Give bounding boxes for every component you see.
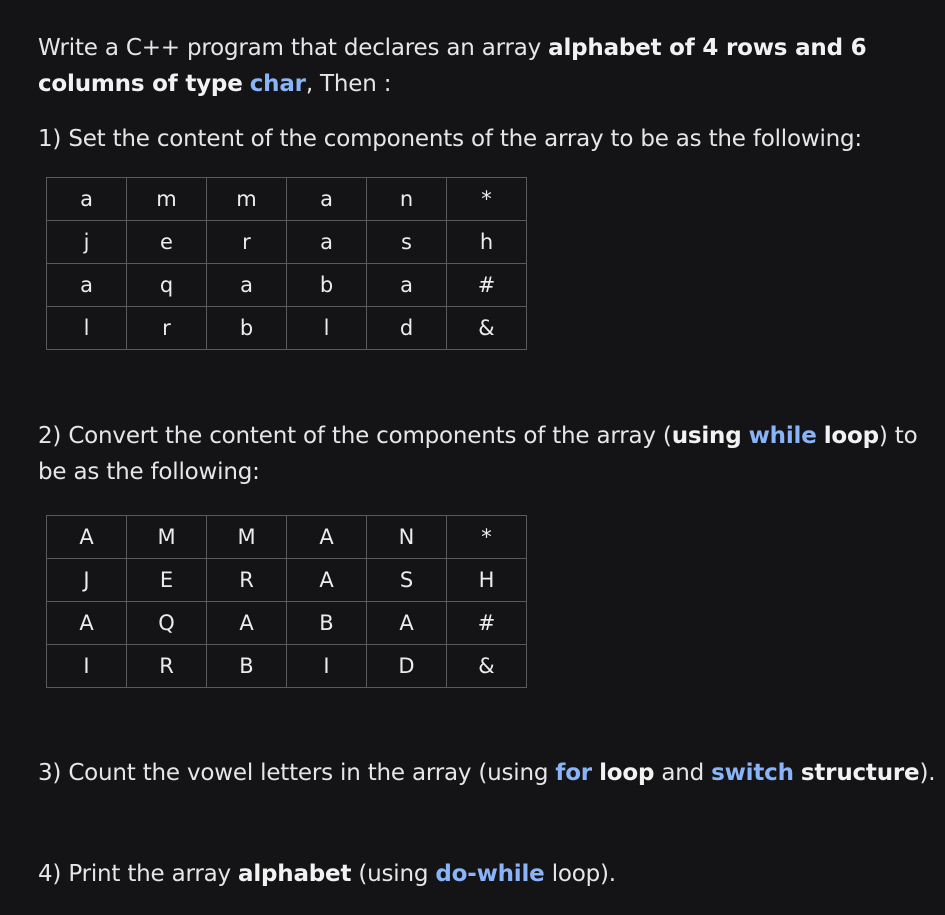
table-row — [47, 221, 527, 264]
step3-structure: structure — [800, 760, 920, 786]
step1-text: 1) Set the content of the components of the array to be as the following: — [38, 126, 862, 152]
table-cell: m — [207, 178, 287, 221]
table-cell: l — [47, 307, 127, 350]
table-cell: a — [367, 264, 447, 307]
table-cell: d — [367, 307, 447, 350]
intro-text-2: , Then : — [305, 71, 392, 97]
table-cell: * — [447, 178, 527, 221]
table-cell: N — [367, 516, 447, 559]
table-row — [47, 645, 527, 688]
step2-loop: loop — [823, 423, 879, 449]
step4-keyword-do-while: do-while — [435, 861, 545, 887]
step2-text-2: ) to be as the following: — [38, 423, 918, 485]
table-cell: I — [47, 645, 127, 688]
table-cell: a — [47, 264, 127, 307]
intro-space — [243, 71, 250, 97]
table-cell: & — [447, 307, 527, 350]
table-cell: b — [207, 307, 287, 350]
step4-text-end: loop). — [544, 861, 616, 887]
table-row — [47, 602, 527, 645]
table-cell: A — [207, 602, 287, 645]
table-cell: H — [447, 559, 527, 602]
step2-space-2 — [817, 423, 824, 449]
step2-text-1: 2) Convert the content of the components of the array ( — [38, 423, 672, 449]
table-row — [47, 264, 527, 307]
intro-array-name: alphabet of 4 rows and 6 columns of type — [38, 35, 867, 97]
step4-text-1: 4) Print the array — [38, 861, 239, 887]
converted-array-body — [47, 516, 527, 688]
table-cell: A — [47, 602, 127, 645]
table-cell: a — [287, 221, 367, 264]
step3-keyword-switch: switch — [711, 760, 794, 786]
table-cell: r — [127, 307, 207, 350]
step3-keyword-for: for — [555, 760, 592, 786]
step3-loop: loop — [599, 760, 655, 786]
table-cell: B — [287, 602, 367, 645]
intro-paragraph — [38, 30, 933, 102]
step2-paragraph — [38, 418, 933, 490]
step1-paragraph — [38, 121, 862, 157]
table-cell: * — [447, 516, 527, 559]
table-cell: A — [47, 516, 127, 559]
step3-text-and: and — [654, 760, 712, 786]
step4-text-2: (using — [351, 861, 436, 887]
table-cell: l — [287, 307, 367, 350]
step4-paragraph — [38, 856, 616, 892]
step3-text-1: 3) Count the vowel letters in the array (using — [38, 760, 556, 786]
table-cell: b — [287, 264, 367, 307]
table-cell: & — [447, 645, 527, 688]
table-cell: A — [367, 602, 447, 645]
table-cell: A — [287, 559, 367, 602]
step2-space-1 — [741, 423, 748, 449]
original-array-table — [46, 177, 527, 350]
step3-space-2 — [794, 760, 801, 786]
table-cell: D — [367, 645, 447, 688]
converted-array-table — [46, 515, 527, 688]
table-cell: s — [367, 221, 447, 264]
step2-keyword-while: while — [748, 423, 817, 449]
original-array-body — [47, 178, 527, 350]
table-cell: a — [207, 264, 287, 307]
table-cell: # — [447, 264, 527, 307]
table-cell: A — [287, 516, 367, 559]
table-cell: R — [207, 559, 287, 602]
step3-space-1 — [592, 760, 599, 786]
table-row — [47, 178, 527, 221]
table-cell: a — [287, 178, 367, 221]
step3-text-end: ). — [919, 760, 936, 786]
table-cell: J — [47, 559, 127, 602]
table-row — [47, 307, 527, 350]
table-cell: e — [127, 221, 207, 264]
table-row — [47, 559, 527, 602]
table-cell: h — [447, 221, 527, 264]
table-cell: E — [127, 559, 207, 602]
table-cell: # — [447, 602, 527, 645]
table-cell: r — [207, 221, 287, 264]
intro-type-char: char — [249, 71, 306, 97]
table-cell: I — [287, 645, 367, 688]
table-cell: n — [367, 178, 447, 221]
table-cell: j — [47, 221, 127, 264]
table-cell: Q — [127, 602, 207, 645]
table-cell: M — [127, 516, 207, 559]
step4-array-name: alphabet — [238, 861, 352, 887]
table-cell: R — [127, 645, 207, 688]
table-cell: a — [47, 178, 127, 221]
intro-text-1: Write a C++ program that declares an array — [38, 35, 549, 61]
table-cell: S — [367, 559, 447, 602]
step3-paragraph — [38, 755, 935, 791]
step2-using: using — [671, 423, 742, 449]
table-cell: q — [127, 264, 207, 307]
table-cell: m — [127, 178, 207, 221]
table-cell: M — [207, 516, 287, 559]
table-cell: B — [207, 645, 287, 688]
table-row — [47, 516, 527, 559]
